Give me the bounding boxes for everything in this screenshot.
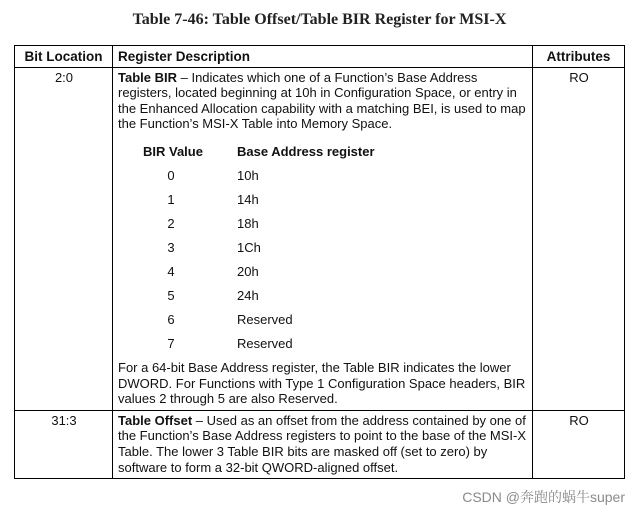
- base-address-register: 14h: [237, 192, 259, 208]
- header-bit-location: Bit Location: [15, 46, 113, 68]
- watermark: CSDN @奔跑的蜗牛super: [462, 489, 625, 505]
- bir-value: 5: [167, 288, 175, 304]
- bir-value: 3: [167, 240, 175, 256]
- field-description: [118, 70, 528, 132]
- base-address-register: 18h: [237, 216, 259, 232]
- bir-row: [143, 212, 528, 236]
- bir-rows: [143, 164, 528, 356]
- field-title: Table BIR: [118, 69, 177, 85]
- bir-row: [143, 260, 528, 284]
- header-row: [15, 46, 625, 68]
- base-address-register-header: Base Address register: [237, 144, 375, 160]
- header-register-description: Register Description: [113, 46, 533, 68]
- bir-row: [143, 236, 528, 260]
- description-cell: [113, 67, 533, 410]
- bir-row: [143, 164, 528, 188]
- base-address-register: Reserved: [237, 336, 293, 352]
- bir-value: 2: [167, 216, 175, 232]
- bit-location-cell: 31:3: [15, 410, 113, 478]
- table-caption: Table 7-46: Table Offset/Table BIR Register for MSI-X: [132, 11, 507, 28]
- bir-value-header: BIR Value: [143, 144, 203, 160]
- base-address-register: 20h: [237, 264, 259, 280]
- description-cell: [113, 410, 533, 478]
- header-attributes: Attributes: [533, 46, 625, 68]
- bir-value: 6: [167, 312, 175, 328]
- register-table: [14, 45, 625, 479]
- field-intro: – Used as an offset from the address contained by one of the Function’s Base Address registers to point to the base of the MSI-X Table. The lower 3 Table BIR bits are masked off (set to zero) by software to form a 32-bit QWORD-aligned offset.: [118, 412, 527, 475]
- base-address-register: 10h: [237, 168, 259, 184]
- field-note: For a 64-bit Base Address register, the Table BIR indicates the lower DWORD. For Functions with Type 1 Configuration Space headers, BIR values 2 through 5 are also Reserved.: [118, 359, 526, 407]
- base-address-register: Reserved: [237, 312, 293, 328]
- base-address-register: 24h: [237, 288, 259, 304]
- bir-table-header: [143, 140, 528, 164]
- bir-value: 4: [167, 264, 175, 280]
- attributes-cell: RO: [533, 410, 625, 478]
- table-row: [15, 410, 625, 478]
- bir-value: 0: [167, 168, 175, 184]
- bir-row: [143, 188, 528, 212]
- field-title: Table Offset: [118, 412, 193, 428]
- bir-row: [143, 332, 528, 356]
- bir-value: 7: [167, 336, 175, 352]
- base-address-register: 1Ch: [237, 240, 261, 256]
- bit-location-cell: 2:0: [15, 67, 113, 410]
- table-row: [15, 67, 625, 410]
- bir-row: [143, 308, 528, 332]
- bir-value: 1: [167, 192, 175, 208]
- field-description: [118, 413, 528, 475]
- bir-value-table: [143, 140, 528, 356]
- bir-row: [143, 284, 528, 308]
- attributes-cell: RO: [533, 67, 625, 410]
- field-intro: – Indicates which one of a Function’s Base Address registers, located beginning at 10h in Configuration Space, or entry in the Enhanced Allocation capability with a matching BEI, is used to map the Function’s MSI-X Table into Memory Space.: [118, 69, 526, 132]
